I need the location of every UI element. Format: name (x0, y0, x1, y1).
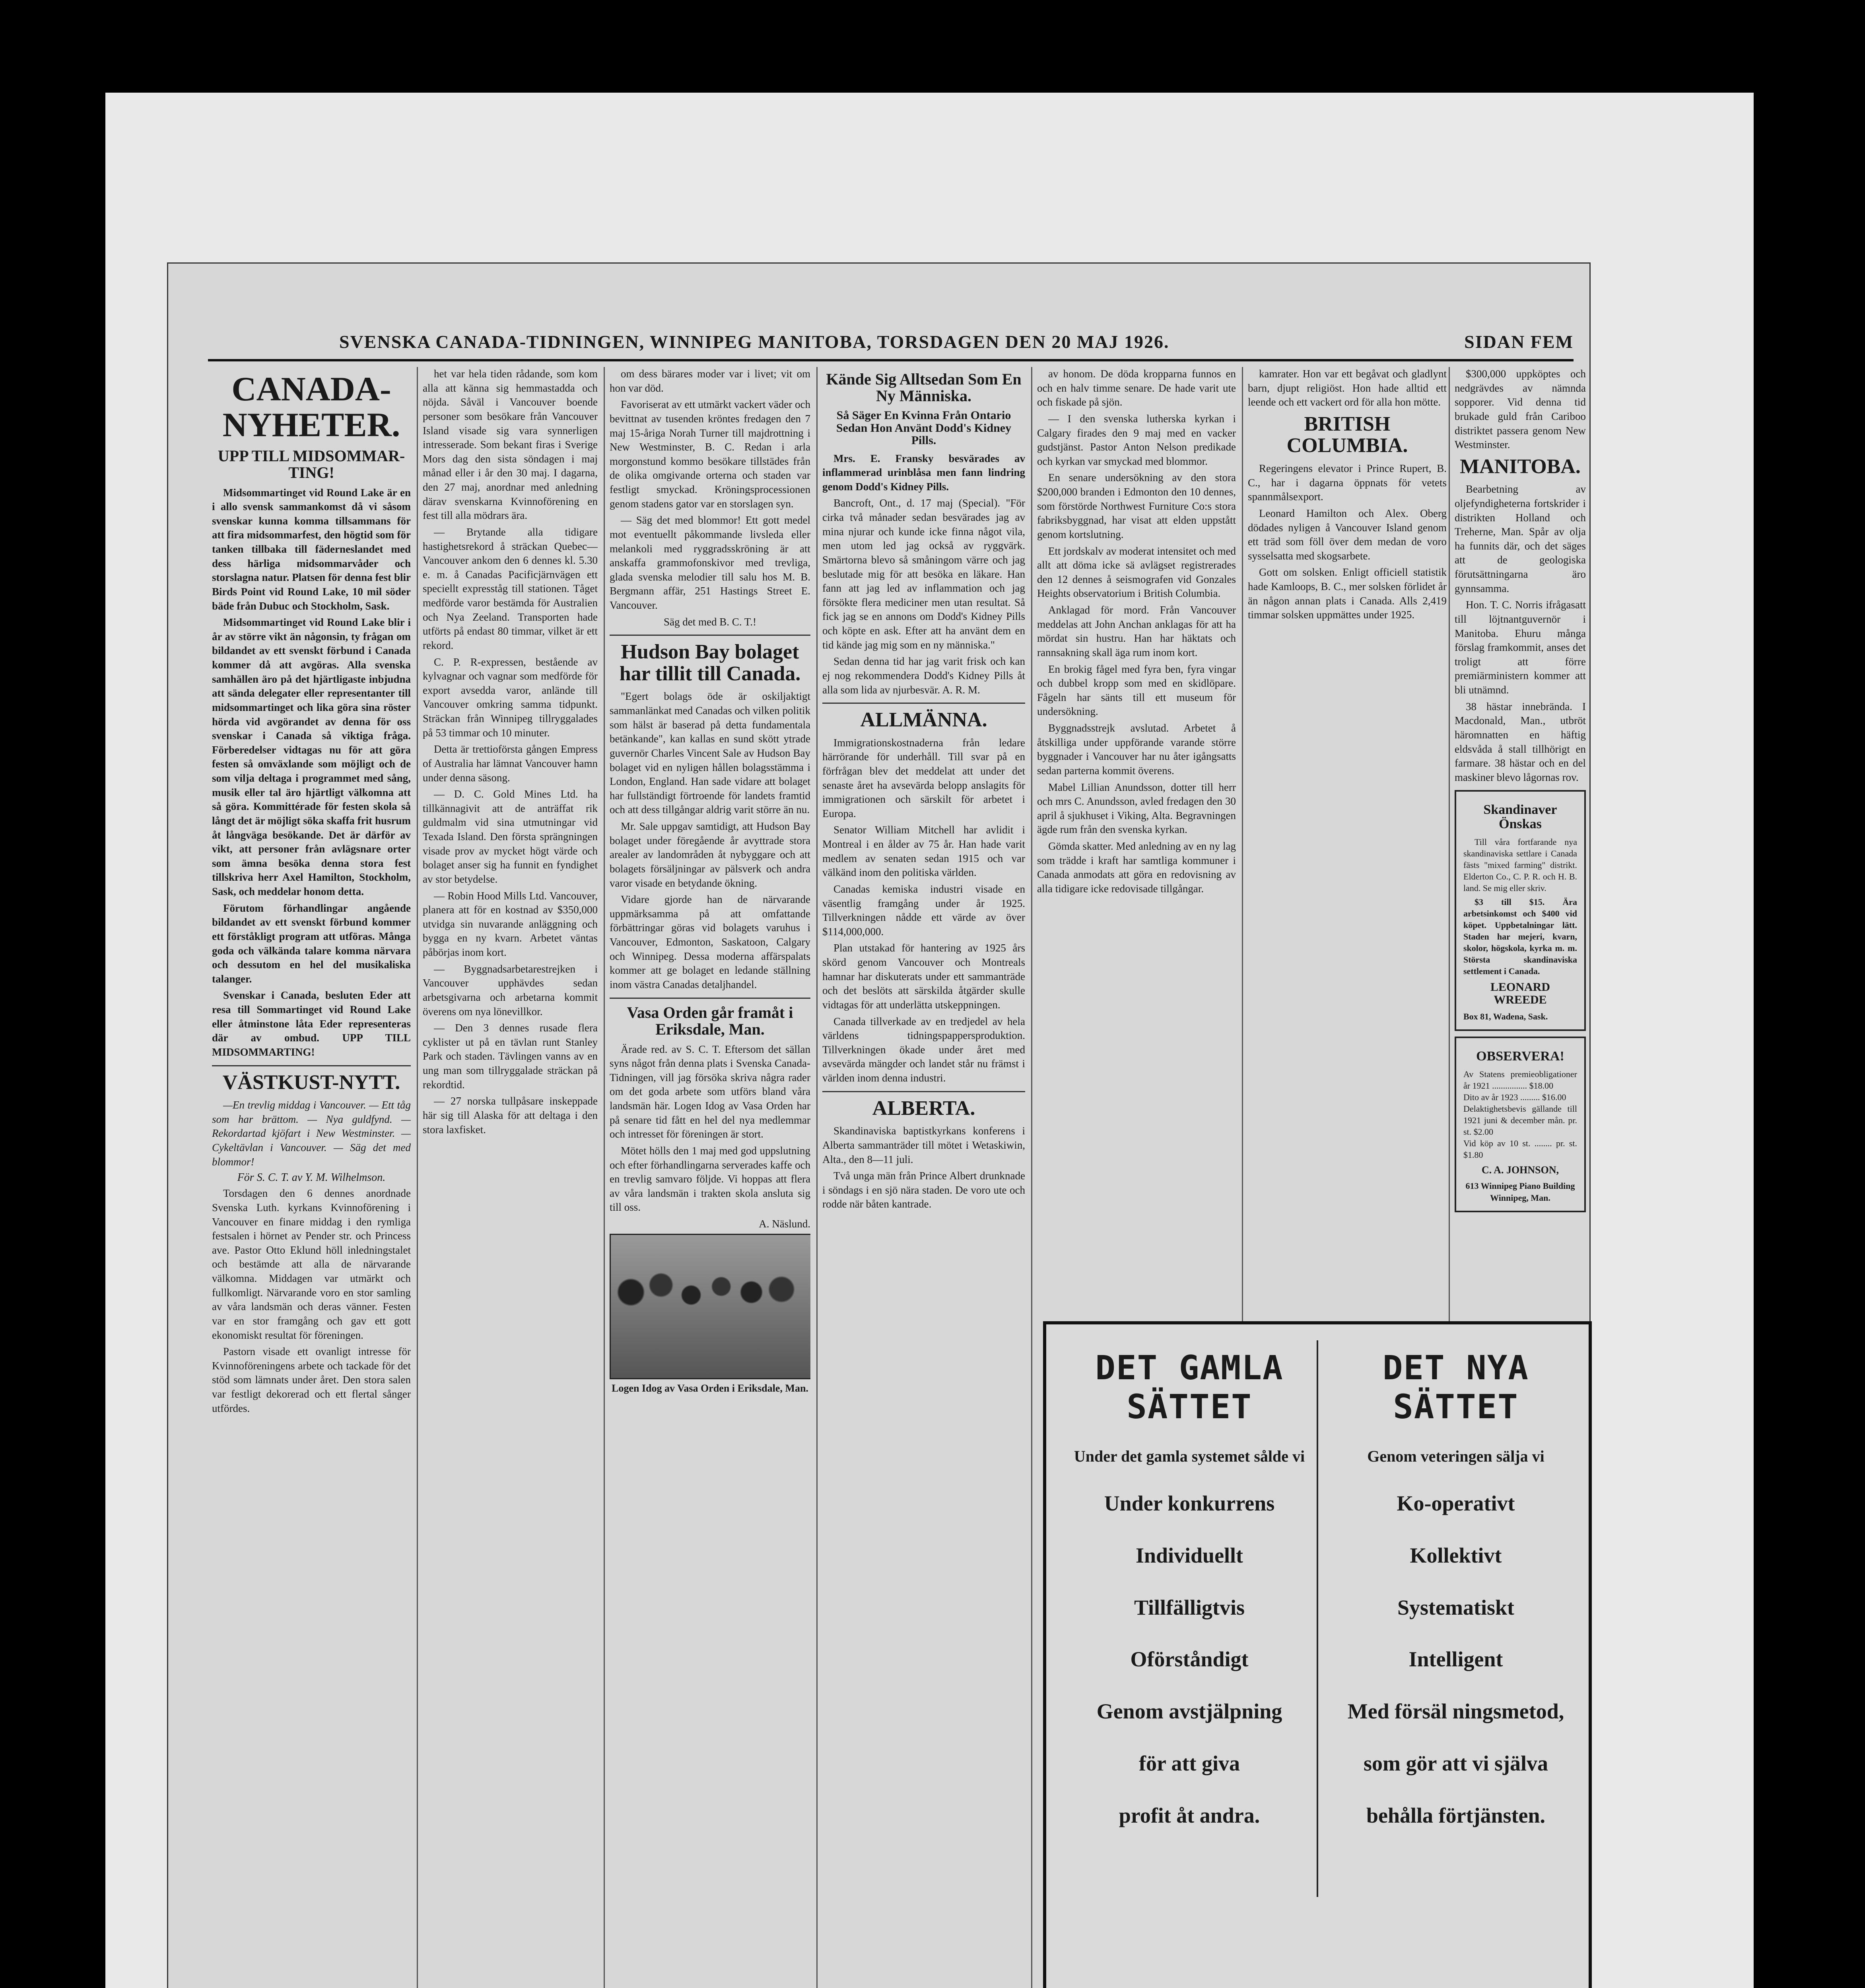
new-way-line: behålla förtjänsten. (1366, 1803, 1545, 1827)
old-way-line: Under konkurrens (1104, 1491, 1275, 1515)
paragraph: —En trevlig middag i Vancouver. — Ett tåg som har brättom. — Nya guldfynd. — Rekordartad kjöfart i New Westminster. — Cykeltävlan i Vancouver. — Säg det med blommor! (212, 1099, 411, 1168)
paragraph: Mr. Sale uppgav samtidigt, att Hudson Bay bolaget under föregående år avyttrade stora arealer av landområden åt nybyggare och att bolagets försäljningar av pälsverk och andra varor visade en betydande ökning. (610, 820, 810, 889)
paragraph: Midsommartinget vid Round Lake blir i år av större vikt än någonsin, ty frågan om bildandet av ett svenskt förbund i Canada kommer då att avgöras. Alla svenska samhällen äro på det hjärtligaste inbjudna att sända delegater eller representanter till midsommartinget och lika göra sina röster hörda vid avgörandet av denna för oss svenskar i Canada så viktiga fråga. Förberedelser vidtagas nu för att göra festen så omväxlande som möjligt och de som vilja deltaga i programmet med sång, musik eller tal äro hjärtligt välkomna att så göra. Kommittérade för festen skola så långt det är möjligt söka skaffa frit husrum åt långväga besökande. Det är därför av vikt, att personer från avlägsnare orter som ämna besöka denna stora fest tillskriva herr Axel Hamilton, Stockholm, Sask, och meddelar honom detta. (212, 616, 411, 898)
divider (822, 703, 1025, 704)
new-way-line: Ko-operativt (1397, 1491, 1515, 1515)
column-1 (212, 367, 411, 1988)
article-headline: Kände Sig Alltsedan Som En Ny Människa. (826, 370, 1022, 405)
page-number: SIDAN FEM (1464, 332, 1574, 352)
paragraph: — D. C. Gold Mines Ltd. ha tillkännagivit att de anträffat rik guldmalm vid sina utmutningar vid Texada Island. Den första sprängningen visade prov av mycket högt värde och bolaget anser sig ha funnit en fyndighet av stor betydelse. (423, 788, 598, 885)
old-way-line: Genom avstjälpning (1096, 1699, 1282, 1724)
paragraph: Mötet hölls den 1 maj med god uppslutning och efter förhandlingarna serverades kaffe och en trevlig samvaro följde. Vi hoppas att flera av våra landsmän i trakten skola ansluta sig till oss. (610, 1144, 810, 1213)
paragraph: Leonard Hamilton och Alex. Oberg dödades nyligen å Vancouver Island genom ett träd som föll över dem medan de voro sysselsatta med skogsarbete. (1248, 507, 1447, 562)
article-body (822, 452, 1025, 697)
masthead (168, 331, 1589, 363)
paragraph: Sedan denna tid har jag varit frisk och kan ej nog rekommendera Dodd's Kidney Pills åt alla som lida av njurbesvär. A. R. M. (822, 655, 1025, 696)
ad-title: Skandinaver Önskas (1483, 802, 1557, 832)
article-subheadline: Så Säger En Kvinna Från Ontario Sedan Hon Använt Dodd's Kidney Pills. (836, 409, 1012, 447)
signoff: Säg det med B. C. T.! (664, 615, 756, 628)
old-way-subtitle: Under det gamla systemet sålde vi (1074, 1447, 1305, 1465)
paragraph: Regeringens elevator i Prince Rupert, B. C., har i dagarna öppnats för vetets spannmålsexport. (1248, 462, 1447, 503)
column-divider (417, 367, 418, 1988)
paragraph: Vidare gjorde han de närvarande uppmärksamma på att omfattande förbättringar göras vid bolagets varuhus i Vancouver, Edmonton, Saskatoon, Calgary och Winnipeg. Dessa moderna affärspalats kommer att ge bolaget en ledande ställning inom västra Canadas detaljhandel. (610, 893, 810, 990)
signature: A. Näslund. (759, 1218, 810, 1230)
section-headline: BRITISH COLUMBIA. (1286, 412, 1408, 457)
paragraph: Mabel Lillian Anundsson, dotter till herr och mrs C. Anundsson, avled fredagen den 30 april å sjukhuset i Viking, Alta. Begravningen ägde rum från den svenska kyrkan. (1037, 781, 1236, 836)
paragraph: Hon. T. C. Norris ifrågasatt till löjtnantguvernör i Manitoba. Ehuru många förslag framkommit, anses det troligt att förre premiärministern kommer att bli utnämnd. (1455, 599, 1586, 696)
paragraph: Plan utstakad för hantering av 1925 års skörd genom Vancouver och Montreals hamnar har diskuterats under ett sammanträde och det beslöts att särskilda åtgärder skulle vidtagas för att underlätta utskeppningen. (822, 942, 1025, 1011)
photo-caption: Logen Idog av Vasa Orden i Eriksdale, Man. (612, 1382, 808, 1394)
paragraph: kamrater. Hon var ett begåvat och gladlynt barn, djupt religiöst. Hon hade alltid ett leende och ett vackert ord för alla hon mötte. (1248, 368, 1447, 408)
new-way-title: DET NYA SÄTTET (1382, 1348, 1529, 1426)
article-body (610, 689, 810, 992)
old-way-line: Tillfälligtvis (1134, 1595, 1245, 1619)
masthead-rule (208, 359, 1574, 361)
ad-title: OBSERVERA! (1476, 1049, 1564, 1064)
classified-ad (1455, 790, 1586, 1031)
paragraph: En senare undersökning av den stora $200,000 branden i Edmonton den 10 dennes, som förstörde Northwest Furniture Co:s stora fabriksbyggnad, har visat att elden uppstått genom kortslutning. (1037, 472, 1236, 540)
article-headline: Vasa Orden går framåt i Eriksdale, Man. (627, 1003, 793, 1038)
column-divider (816, 367, 818, 1988)
column-divider (604, 367, 605, 1988)
new-way-line: Med försäl ningsmetod, (1347, 1699, 1564, 1724)
classified-ad (1455, 1037, 1586, 1212)
article-body (423, 367, 598, 1137)
wheat-pool-advertisement (1043, 1321, 1592, 1988)
ad-address: Box 81, Wadena, Sask. (1463, 1011, 1548, 1022)
paragraph: — 27 norska tullpåsare inskeppade här sig till Alaska för att deltaga i den stora laxfisket. (423, 1095, 598, 1136)
article-body (1248, 367, 1447, 410)
section-headline: MANITOBA. (1460, 455, 1581, 478)
ad-name: LEONARD WREEDE (1490, 980, 1550, 1006)
section-headline: ALLMÄNNA. (860, 709, 987, 732)
paragraph: Ett jordskalv av moderat intensitet och med allt att döma icke sä avlägset registrerades den 12 dennes å seismografen vid Gonzales Heights observatorium i British Columbia. (1037, 545, 1236, 600)
paragraph: — Den 3 dennes rusade flera cyklister ut på en tävlan runt Stanley Park och staden. Tävlingen vanns av en ung man som tillryggalade sträckan på rekordtid. (423, 1022, 598, 1091)
paragraph: Anklagad för mord. Från Vancouver meddelas att John Anchan anklagas för att ha mördat sin hustru. Han har häktats och rannsakning skall äga rum inom kort. (1037, 604, 1236, 658)
section-headline: ALBERTA. (872, 1097, 975, 1120)
new-way-line: som gör att vi själva (1364, 1751, 1548, 1775)
article-body (212, 1186, 411, 1415)
paragraph: Favoriserat av ett utmärkt vackert väder och bevittnat av tusenden kröntes fredagen den 7 maj 15-åriga Norah Turner till majdrottning i New Westminster, B. C. Redan i arla morgonstund kommo besökare tillstädes från de olika omgivande orterna och staden var festligt smyckad. Kröningsprocessionen genom stadens gator var en storslagen syn. (610, 398, 810, 510)
paragraph: Till våra fortfarande nya skandinaviska settlare i Canada fästs "mixed farming" distrikt. Elderton Co., C. P. R. och H. B. land. Se mig eller skriv. (1463, 837, 1577, 893)
newspaper-page (167, 262, 1591, 1988)
paragraph: Svenskar i Canada, besluten Eder att resa till Sommartinget vid Round Lake eller åtminstone låta Eder representeras där av ombud. UPP TILL MIDSOMMARTING! (212, 989, 411, 1058)
new-way-subtitle: Genom veteringen sälja vi (1367, 1447, 1544, 1465)
old-way-line: Individuellt (1135, 1543, 1243, 1567)
paragraph: Gömda skatter. Med anledning av en ny lag som trädde i kraft har samtliga kommuner i Canada anmodats att göra en redovisning av alla tidigare icke redovisade tillgångar. (1037, 840, 1236, 895)
paragraph: Byggnadsstrejk avslutad. Arbetet å åtskilliga under uppförande varande större byggnader i Vancouver har nu åter igångsatts sedan parterna kommit överens. (1037, 722, 1236, 777)
ad-body (1463, 836, 1577, 977)
paragraph: $300,000 uppköptes och nedgrävdes av nämnda sopporer. Vid denna tid brukade guld från Cariboo distriktet passera genom New Westminster. (1455, 368, 1586, 451)
group-photo (610, 1234, 810, 1379)
paragraph: 38 hästar innebrända. I Macdonald, Man., utbröt häromnatten en häftig eldsvåda å stall tillhörigt en farmare. 38 hästar och en del maskiner blevo lågornas rov. (1455, 700, 1586, 783)
ad-body: Av Statens premieobligationer år 1921 ................ $18.00 Dito av år 1923 ......... $16.00 Delaktighetsbevis gällande till 1921 juni & december mån. pr. st. $2.00 Vid köp av 10 st. ........ pr. st. $1.80 (1463, 1069, 1577, 1160)
article-teaser (212, 1098, 411, 1169)
paragraph: Bearbetning av oljefyndigheterna fortskrider i distrikten Holland och Treherne, Man. Spår av olja ha funnits där, och det säges att de geologiska förutsättningarna äro gynnsamma. (1455, 483, 1586, 594)
paragraph: En brokig fågel med fyra ben, fyra vingar och dubbel kropp som med en skidlöpare. Fågeln har sänts till ett museum för undersökning. (1037, 663, 1236, 718)
article-headline: VÄSTKUST-NYTT. (222, 1071, 400, 1094)
divider (610, 998, 810, 999)
column-7 (1455, 367, 1586, 1309)
article-body (610, 1043, 810, 1231)
paragraph: — Brytande alla tidigare hastighetsrekord å sträckan Quebec—Vancouver ankom den 6 dennes kl. 5.30 e. m. å Canadas Pacificjärnvägen ett speciellt expresståg till stationen. Tåget medförde varor bestämda för Australien och Nya Zeeland. Transporten hade utförts på endast 80 timmar, vilket är ett rekord. (423, 526, 598, 651)
old-way-line: Oförståndigt (1130, 1647, 1249, 1672)
paragraph: Två unga män från Prince Albert drunknade i söndags i en sjö nära staden. De voro ute och rodde när båten kantrade. (822, 1170, 1025, 1210)
paragraph: Bancroft, Ont., d. 17 maj (Special). "För cirka två månader sedan besvärades jag av mina njurar och kunde icke finna något vila, men utom led jag också av ryggvärk. Smärtorna blevo så småningom värre och jag beslutade mig för att besöka en läkare. Han fann att jag led av inflammation och jag försökte flera mediciner men utan resultat. Så fick jag se en annons om Dodd's Kidney Pills och köpte en ask. Efter att ha använt dem en tid kände jag mig som en ny människa." (822, 497, 1025, 651)
ad-divider (1317, 1340, 1318, 1897)
ad-name: C. A. JOHNSON, (1481, 1164, 1559, 1176)
paragraph: het var hela tiden rådande, som kom alla att känna sig hemmastadda och nöjda. Såväl i Vancouver boende personer som besökare från Vancouver Island visade sig vara synnerligen intresserade. Som bekant firas i Sverige Mors dag den sista söndagen i maj månad eller i år den 30 maj. I dagarna, den 27 maj, anordnar med anledning därav svenskarna Kvinnoförening en fest till alla mödrars ära. (423, 368, 598, 522)
column-2 (423, 367, 598, 1988)
paragraph: — I den svenska lutherska kyrkan i Calgary firades den 9 maj med en vacker gudstjänst. Pastor Anton Nelson predikade och kyrkan var smyckad med blommor. (1037, 412, 1236, 467)
article-headline: UPP TILL MIDSOMMAR-TING! (218, 447, 405, 481)
paragraph: Förutom förhandlingar angående bildandet av ett svenskt förbund kommer ett förståkligt program att utföras. Många goda och välkända talare komma närvara och dessutom en hel del musikaliska talanger. (212, 902, 411, 985)
old-way-line: profit åt andra. (1119, 1803, 1260, 1827)
paragraph: Torsdagen den 6 dennes anordnade Svenska Luth. kyrkans Kvinnoförening i Vancouver en finare middag i den rymliga festsalen i hörnet av Pender str. och Princess ave. Pastor Otto Eklund höll inledningstalet och bestämde att alla de närvarande välkomna. Middagen var utmärkt och fullkomligt. Närvarande voro en stor samling av våra landsmän och deras vänner. Festen var en stor framgång och gav ett gott ekonomiskt resultat för föreningen. (212, 1187, 411, 1341)
paragraph: — Byggnadsarbetarestrejken i Vancouver upphävdes sedan arbetsgivarna och arbetarna kommit överens om nya lönevillkor. (423, 963, 598, 1017)
old-way-title: DET GAMLA SÄTTET (1095, 1348, 1284, 1426)
paragraph: Skandinaviska baptistkyrkans konferens i Alberta sammanträder till mötet i Wetaskiwin, Alta., den 8—11 juli. (822, 1125, 1025, 1165)
paragraph: C. P. R-expressen, bestående av kylvagnar och vagnar som medförde för export avsedda varor, anlände till Vancouver omkring samma tidpunkt. Sträckan från Winnipeg tillryggalades på 53 timmar och 10 minuter. (423, 656, 598, 739)
paragraph: $3 till $15. Ära arbetsinkomst och $400 vid köpet. Uppbetalningar lätt. Staden har mejeri, kvarn, skolor, högskola, kyrka m. m. Största skandinaviska settlement i Canada. (1463, 897, 1577, 977)
column-6 (1248, 367, 1447, 1309)
divider (610, 635, 810, 636)
paragraph: Canadas kemiska industri visade en väsentlig framgång under år 1925. Tillverkningen nådde ett värde av över $114,000,000. (822, 883, 1025, 938)
new-way-panel (1329, 1348, 1583, 1988)
paragraph: Immigrationskostnaderna från ledare härrörande för underhåll. Till svar på en förfrågan blev det meddelat att under det senaste året ha avsevärda belopp anslagits för immigrationen och särskilt för arbetet i Europa. (822, 736, 1025, 819)
paragraph: Pastorn visade ett ovanligt intresse för Kvinnoföreningens arbete och tackade för det stöd som lämnats under året. Den stora salen var festligt dekorerad och ett flertal sånger utfördes. (212, 1345, 411, 1414)
paragraph: av honom. De döda kropparna funnos en och en halv timme senare. De hade varit ute och fiskade på sjön. (1037, 368, 1236, 408)
paragraph: — Robin Hood Mills Ltd. Vancouver, planera att för en kostnad av $350,000 utvidga sin nuvarande anläggning och bygga en ny kvarn. Arbetet väntas påbörjas inom kort. (423, 889, 598, 958)
new-way-line: Intelligent (1408, 1647, 1503, 1672)
article-headline: Hudson Bay bolaget har tillit till Canada. (619, 641, 801, 685)
article-body (822, 1124, 1025, 1211)
old-way-line: för att giva (1139, 1751, 1240, 1775)
paragraph: Midsommartinget vid Round Lake är en i allo svensk sammankomst då vi såsom svenskar kunna komma tillsammans för att fira midsommarfest, den högtid som för tanken tillbaka till fäderneslandet med dess härliga midsommarvåder och storslagna natur. Platsen för denna fest blir Birds Point vid Round Lake, 10 mil söder bäde från Dubuc och Stockholm, Sask. (212, 486, 411, 612)
section-headline: CANADA-NYHETER. (222, 370, 400, 444)
paragraph: Ärade red. av S. C. T. Eftersom det sällan syns något från denna plats i Svenska Canada-Tidningen, vill jag försöka skriva några rader om det goda arbete som utförs bland våra landsmän här. Logen Idog av Vasa Orden har på senare tid fått en hel del nya medlemmar och intresset för föreningen är stort. (610, 1043, 810, 1140)
article-body (822, 736, 1025, 1085)
article-body (1248, 462, 1447, 622)
new-way-line: Kollektivt (1410, 1543, 1502, 1567)
paragraph: — Säg det med blommor! Ett gott medel mot eventuellt påkommande livsleda eller melankoli med ryggradsskröning är att anskaffa grammofonskivor med trevliga, glada svenska melodier till salu hos M. B. Bergmann affär, 251 Hastings Street E. Vancouver. (610, 514, 810, 611)
column-3 (610, 367, 810, 1988)
paragraph: om dess bärares moder var i livet; vit om hon var död. (610, 368, 810, 394)
paragraph: Mrs. E. Fransky besvärades av inflammerad urinblåsa men fann lindring genom Dodd's Kidney Pills. (822, 452, 1025, 493)
paragraph: Canada tillverkade av en tredjedel av hela världens tidningspappersproduktion. Tillverkningen ökade under året med avsevärda mängder och landet står nu främst i världen inom denna industri. (822, 1015, 1025, 1084)
column-divider (1031, 367, 1032, 1988)
divider (212, 1065, 411, 1066)
column-4 (822, 367, 1025, 1988)
paragraph: Senator William Mitchell har avlidit i Montreal i en ålder av 75 år. Han hade varit medlem av senaten sedan 1915 och var välkänd inom den politiska världen. (822, 824, 1025, 879)
divider (822, 1091, 1025, 1092)
article-body (610, 367, 810, 629)
masthead-title: SVENSKA CANADA-TIDNINGEN, WINNIPEG MANITOBA, TORSDAGEN DEN 20 MAJ 1926. (339, 332, 1170, 352)
article-body (1037, 367, 1236, 896)
paragraph: Detta är trettioförsta gången Empress of Australia har lämnat Vancouver hamn under denna säsong. (423, 743, 598, 784)
ad-address: 613 Winnipeg Piano Building Winnipeg, Man. (1465, 1181, 1575, 1203)
byline: För S. C. T. av Y. M. Wilhelmson. (237, 1171, 386, 1184)
new-way-line: Systematiskt (1397, 1595, 1514, 1619)
article-body (1455, 482, 1586, 784)
column-5 (1037, 367, 1236, 1309)
article-body (1455, 367, 1586, 452)
old-way-panel (1062, 1348, 1317, 1988)
paragraph: Gott om solsken. Enligt officiell statistik hade Kamloops, B. C., mer solsken förlidet år än någon annan plats i Canada. Alls 2,419 timmar solsken uppmättes under 1925. (1248, 566, 1447, 621)
paragraph: "Egert bolags öde är oskiljaktigt sammanlänkat med Canadas och vilken politik som hälst är baserad på detta fundamentala betänkande", kan kallas en sund skött ytrade guvernör Charles Vincent Sale av Hudson Bay bolaget vid en nyligen hållen bolagsstämma i London, England. Han sade vidare att bolaget har fullständigt förtroende för landets framtid och att dess tillgångar aldrig varit större än nu. (610, 690, 810, 816)
article-body (212, 486, 411, 1060)
